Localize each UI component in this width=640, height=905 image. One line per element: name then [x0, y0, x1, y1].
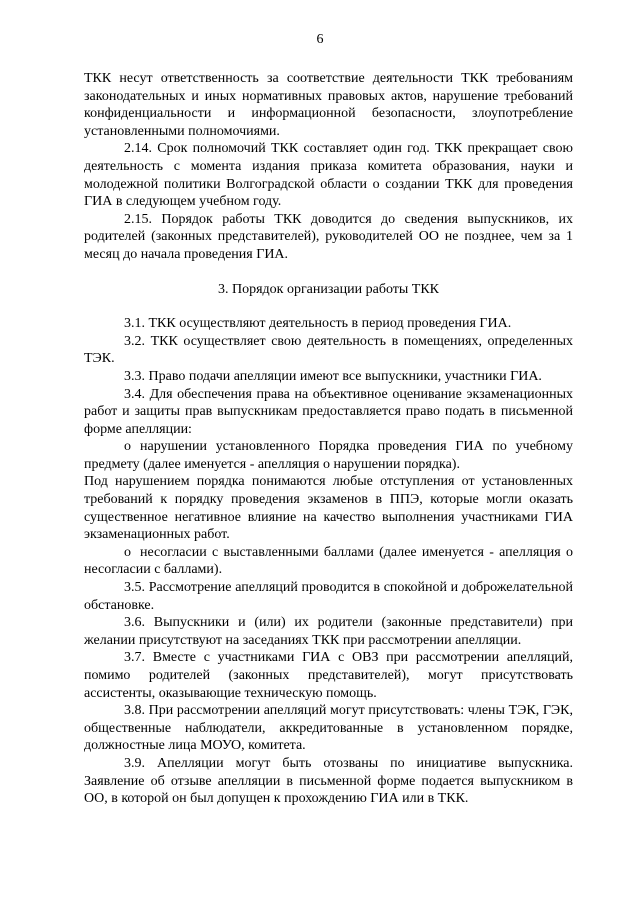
paragraph-3-6: 3.6. Выпускники и (или) их родители (законные представители) при желании присутствуют на заседаниях ТКК при рассмотрении апелляции. [84, 615, 573, 648]
list-item-violation [84, 438, 573, 473]
bullet-marker: о [124, 544, 131, 560]
paragraph-responsibility: ТКК несут ответственность за соответствие деятельности ТКК требованиям законодательных и иных нормативных правовых актов, нарушение требований конфиденциальности и информационной безопасности, злоупотребление установленными полномочиями. [84, 71, 573, 139]
paragraph-violation-definition: Под нарушением порядка понимаются любые отступления от установленных требований к порядку проведения экзаменов в ППЭ, которые могли оказать существенное негативное влияние на качество выполнения участниками ГИА экзаменационных работ. [84, 474, 573, 543]
paragraph-2-14: 2.14. Срок полномочий ТКК составляет один год. ТКК прекращает свою деятельность с момента издания приказа комитета образования, науки и молодежной политики Волгоградской области о создании ТКК для проведения ГИА в следующем учебном году. [84, 141, 573, 210]
paragraph-3-3: 3.3. Право подачи апелляции имеют все выпускники, участники ГИА. [124, 368, 542, 384]
paragraph-2-15: 2.15. Порядок работы ТКК доводится до сведения выпускников, их родителей (законных представителей), руководителей ОО не позднее, чем за 1 месяц до начала проведения ГИА. [84, 211, 573, 262]
document-body [84, 70, 573, 808]
list-item-text: нарушении установленного Порядка проведения ГИА по учебному предмету (далее именуется - апелляция о нарушении порядка). [84, 439, 573, 472]
page-number: 6 [316, 32, 324, 47]
paragraph-3-4: 3.4. Для обеспечения права на объективное оценивание экзаменационных работ и защиты прав выпускникам предоставляется право подать в письменной форме апелляции: [84, 386, 573, 437]
paragraph-3-5: 3.5. Рассмотрение апелляций проводится в спокойной и доброжелательной обстановке. [84, 580, 573, 613]
list-item-text: несогласии с выставленными баллами (далее именуется - апелляция о несогласии с баллами). [84, 544, 573, 578]
paragraph-3-9: 3.9. Апелляции могут быть отозваны по инициативе выпускника. Заявление об отзыве апелляции в письменной форме подается выпускником в ОО, в которой он был допущен к прохождению ГИА или в ТКК. [84, 755, 573, 807]
section-heading: 3. Порядок организации работы ТКК [217, 281, 440, 297]
list-item-disagreement [84, 544, 573, 579]
paragraph-3-7: 3.7. Вместе с участниками ГИА с ОВЗ при рассмотрении апелляций, помимо родителей (законных представителей), могут присутствовать ассистенты, оказывающие техническую помощь. [84, 650, 573, 701]
paragraph-3-1: 3.1. ТКК осуществляют деятельность в период проведения ГИА. [124, 316, 512, 332]
paragraph-3-8: 3.8. При рассмотрении апелляций могут присутствовать: члены ТЭК, ГЭК, общественные наблюдатели, аккредитованные в установленном порядке, должностные лица МОУО, комитета. [84, 703, 573, 754]
paragraph-3-2: 3.2. ТКК осуществляет свою деятельность в помещениях, определенных ТЭК. [84, 333, 573, 367]
bullet-marker: о [124, 439, 131, 455]
